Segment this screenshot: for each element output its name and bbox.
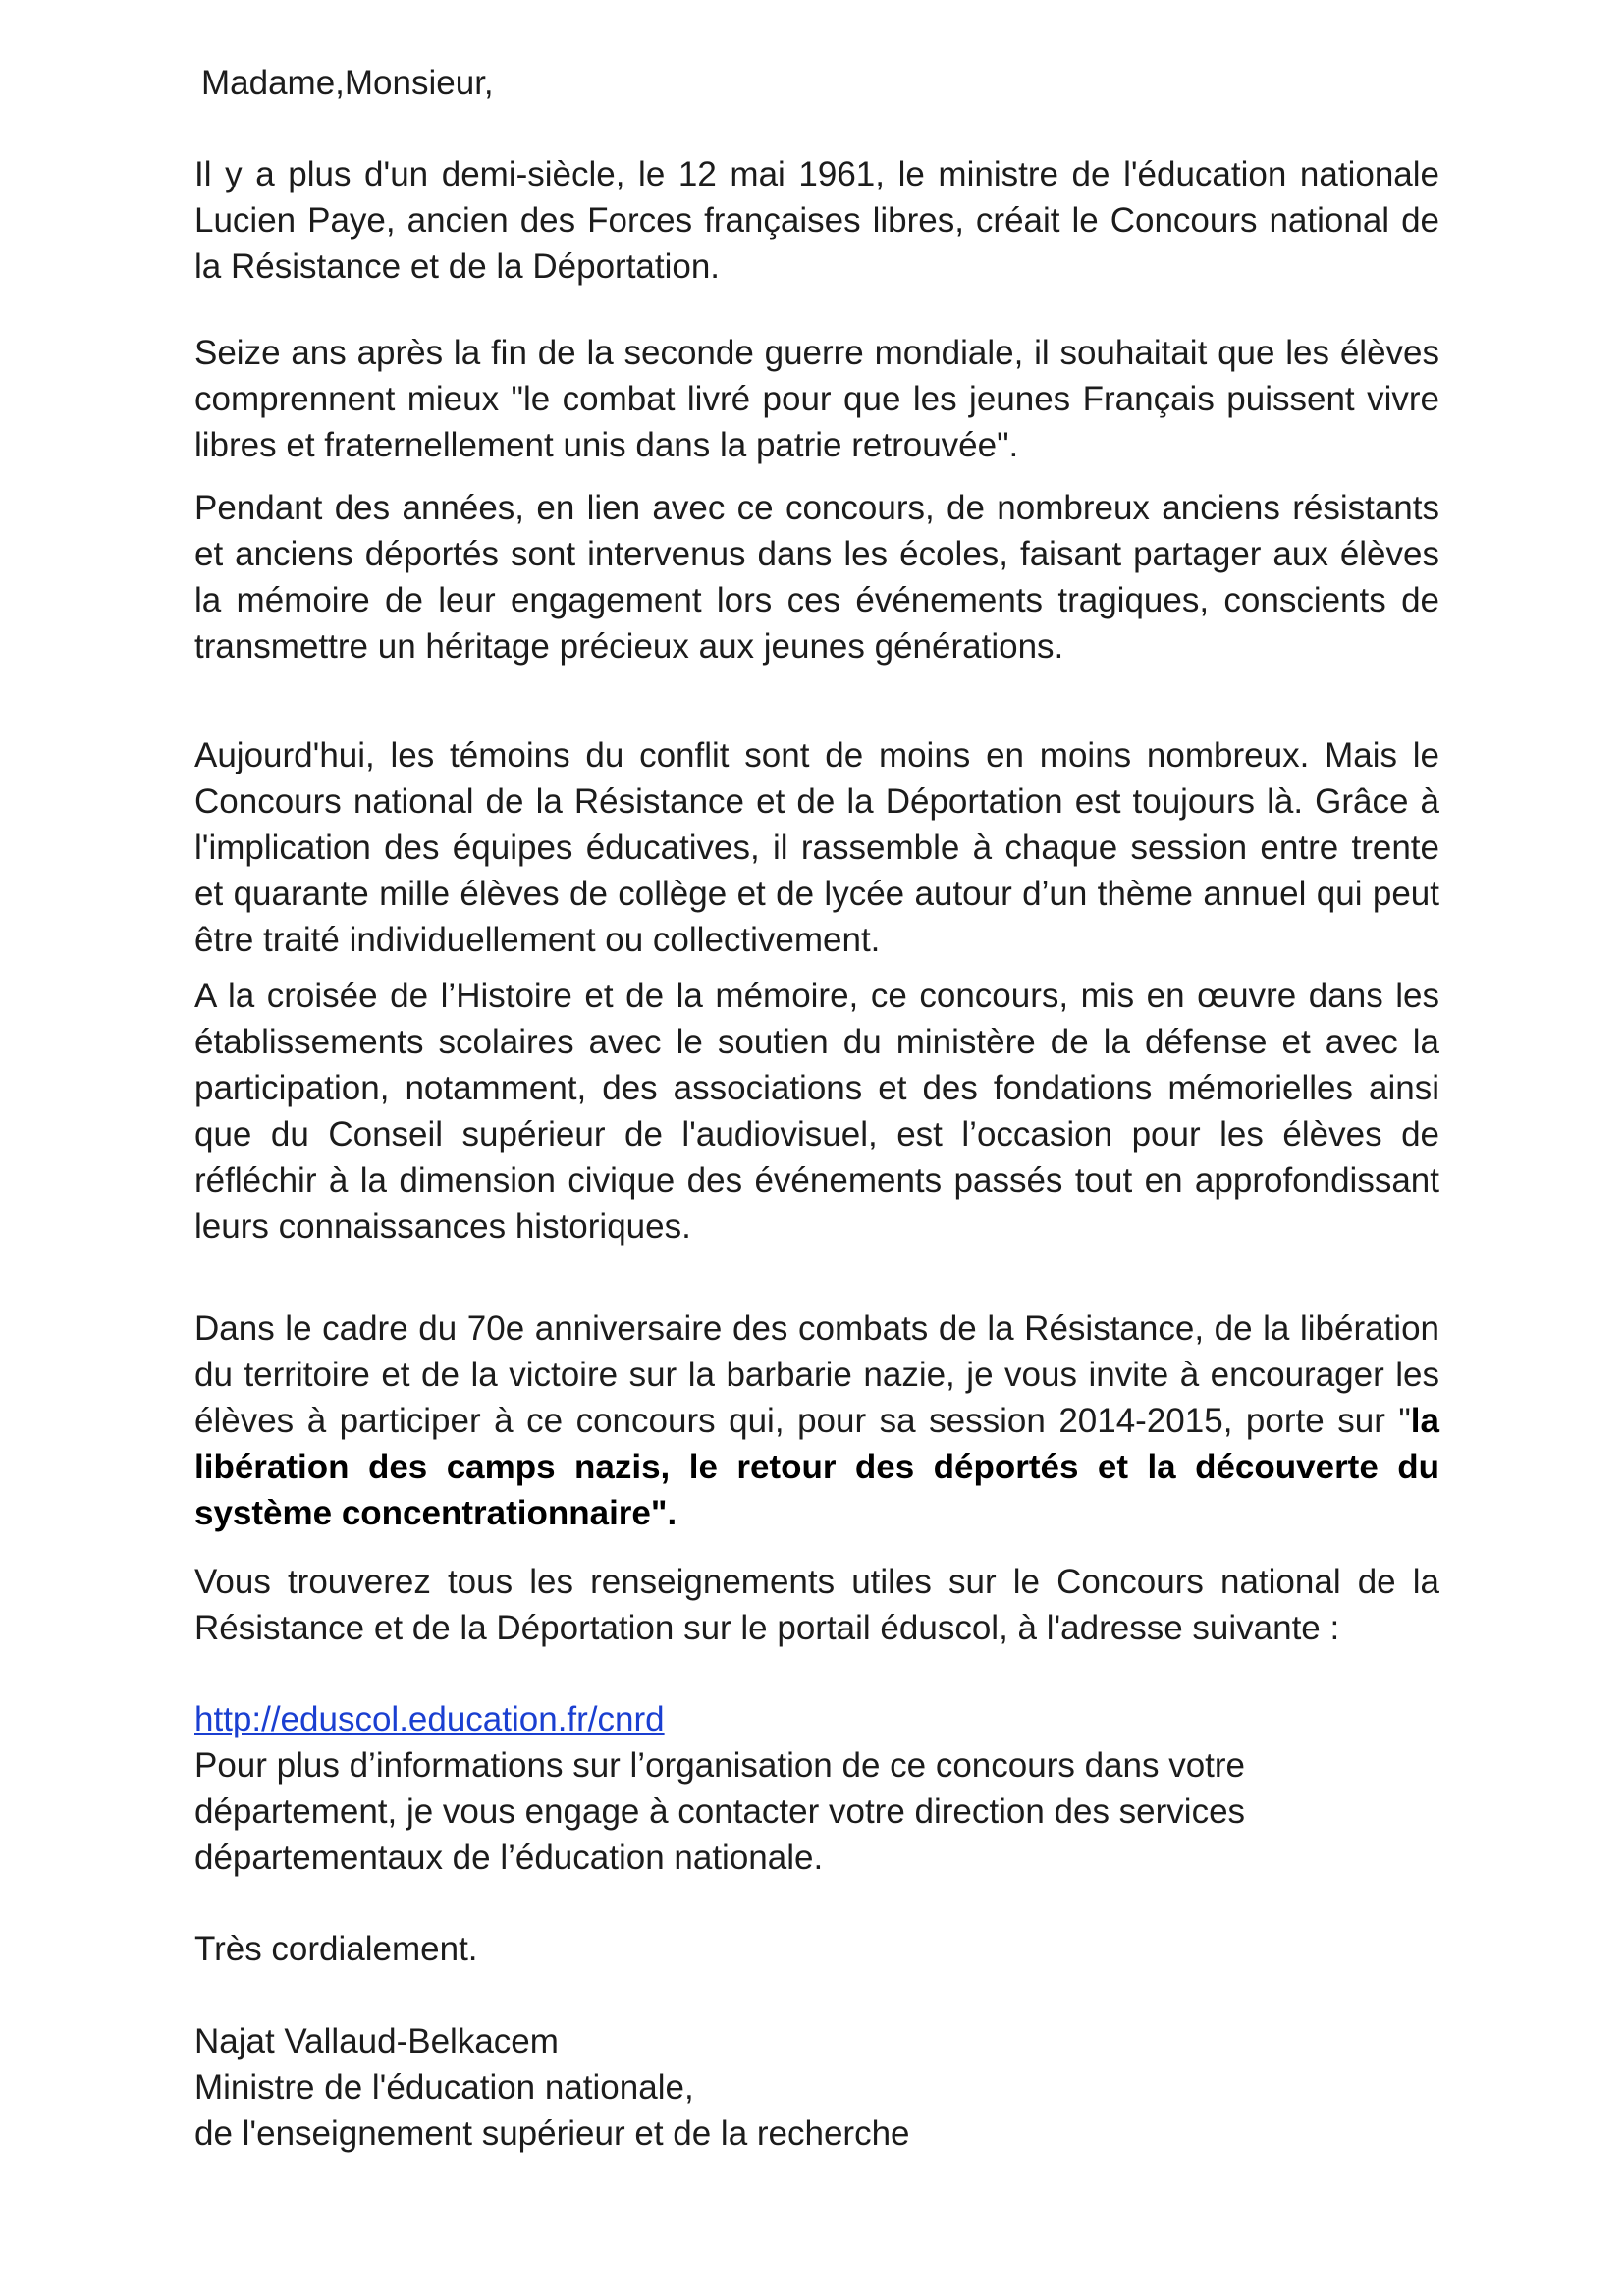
anniversary-text: Dans le cadre du 70e anniversaire des combats de la Résistance, de la libération du territoire et de la victoire sur la barbarie nazie, je vous invite à encourager les élèves à participer à ce concours qui, pour sa session 2014-2015, porte sur " (194, 1309, 1439, 1440)
paragraph-history: Il y a plus d'un demi-siècle, le 12 mai 1961, le ministre de l'éducation nationale Lucien Paye, ancien des Forces françaises libres, créait le Concours national de la Résistance et de la Déportation. (194, 155, 1439, 286)
eduscol-link[interactable]: http://eduscol.education.fr/cnrd (194, 1700, 665, 1738)
salutation: Madame,Monsieur, (201, 64, 494, 102)
paragraph-anniversary (194, 1306, 1439, 1536)
signature-title-line1: Ministre de l'éducation nationale, (194, 2068, 694, 2107)
paragraph-resources: Vous trouverez tous les renseignements utiles sur le Concours national de la Résistance et de la Déportation sur le portail éduscol, à l'adresse suivante : (194, 1563, 1439, 1647)
closing: Très cordialement. (194, 1930, 478, 1968)
paragraph-contact: Pour plus d’informations sur l’organisation de ce concours dans votre département, je vous engage à contacter votre direction des services départementaux de l’éducation nationale. (194, 1746, 1246, 1877)
paragraph-today: Aujourd'hui, les témoins du conflit sont de moins en moins nombreux. Mais le Concours national de la Résistance et de la Déportation est toujours là. Grâce à l'implication des équipes éducatives, il rassemble à chaque session entre trente et quarante mille élèves de collège et de lycée autour d’un thème annuel qui peut être traité individuellement ou collectivement. (194, 736, 1439, 959)
paragraph-purpose: Seize ans après la fin de la seconde guerre mondiale, il souhaitait que les élèves comprennent mieux "le combat livré pour que les jeunes Français puissent vivre libres et fraternellement unis dans la patrie retrouvée". (194, 334, 1439, 464)
signature-title-line2: de l'enseignement supérieur et de la recherche (194, 2114, 910, 2153)
paragraph-witnesses: Pendant des années, en lien avec ce concours, de nombreux anciens résistants et anciens déportés sont intervenus dans les écoles, faisant partager aux élèves la mémoire de leur engagement lors ces événements tragiques, conscients de transmettre un héritage précieux aux jeunes générations. (194, 489, 1439, 666)
session-theme: la libération des camps nazis, le retour des déportés et la découverte du système concentrationnaire". (194, 1402, 1439, 1532)
paragraph-history-memory: A la croisée de l’Histoire et de la mémoire, ce concours, mis en œuvre dans les établissements scolaires avec le soutien du ministère de la défense et avec la participation, notamment, des associations et des fondations mémorielles ainsi que du Conseil supérieur de l'audiovisuel, est l’occasion pour les élèves de réfléchir à la dimension civique des événements passés tout en approfondissant leurs connaissances historiques. (194, 977, 1439, 1246)
signature-name: Najat Vallaud-Belkacem (194, 2022, 559, 2060)
